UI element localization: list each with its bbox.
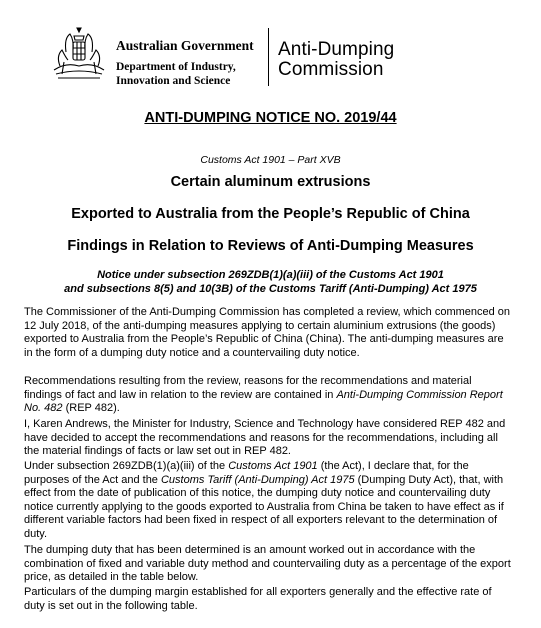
agency-line2: Commission [278,59,384,80]
paragraph-recommendations: Recommendations resulting from the review, reasons for the recommendations and material findings of fact and law in relation to the review are contained in Anti-Dumping Commission Report No. 482 (REP 482). [24,375,503,415]
report-title: Anti-Dumping Commission Report No. 482 [24,388,503,415]
paragraph-particulars: Particulars of the dumping margin established for all exporters generally and the effective rate of duty is set out in the following table. [24,586,492,612]
act-reference: Customs Act 1901 – Part XVB [200,154,341,166]
heading-origin: Exported to Australia from the People’s Republic of China [71,206,470,222]
document-header [46,26,516,90]
subheading-line2: and subsections 8(5) and 10(3B) of the Customs Tariff (Anti-Dumping) Act 1975 [64,283,477,295]
heading-goods: Certain aluminum extrusions [170,174,371,190]
agency-name [278,40,394,80]
notice-number: ANTI-DUMPING NOTICE NO. 2019/44 [144,110,397,126]
heading-findings: Findings in Relation to Reviews of Anti-Dumping Measures [67,238,474,254]
paragraph-dumping-duty: The dumping duty that has been determined is an amount worked out in accordance with the combination of fixed and variable duty method and countervailing duty as a percentage of the export price, as detailed in the table below. [24,544,511,584]
coat-of-arms-icon [46,26,112,86]
department-line2: Innovation and Science [116,75,231,87]
legislative-subheading [0,268,541,296]
subheading-line1: Notice under subsection 269ZDB(1)(a)(iii) of the Customs Act 1901 [97,269,444,281]
header-divider [268,28,269,86]
department-line1: Department of Industry, [116,61,236,73]
government-branding [116,38,254,88]
agency-line1: Anti-Dumping [278,39,395,60]
paragraph-declaration: Under subsection 269ZDB(1)(a)(iii) of the Customs Act 1901 (the Act), I declare that, for the purposes of the Act and the Customs Tariff (Anti-Dumping) Act 1975 (Dumping Duty Act), that, with effect from the date of publication of this notice, the dumping duty notice and countervailing duty notice currently applying to the goods exported to Australia from China be taken to have effect as if different variable factors had been fixed in respect of all exporters relevant to the determination of duty. [24,460,504,540]
paragraph-review-completed: The Commissioner of the Anti-Dumping Commission has completed a review, which commenced on 12 July 2018, of the anti-dumping measures applying to certain aluminium extrusions (the goods) exported to Australia from the People’s Republic of China (China). The anti-dumping measures are in the form of a dumping duty notice and a countervailing duty notice. [24,306,511,359]
act-title-customs: Customs Act 1901 [228,460,318,472]
paragraph-minister-decision: I, Karen Andrews, the Minister for Industry, Science and Technology have considered REP 482 and have decided to accept the recommendations and reasons for the recommendations, including all the material findings of facts or law set out in REP 482. [24,418,506,458]
act-title-tariff: Customs Tariff (Anti-Dumping) Act 1975 [160,473,355,486]
gov-name: Australian Government [116,38,254,53]
